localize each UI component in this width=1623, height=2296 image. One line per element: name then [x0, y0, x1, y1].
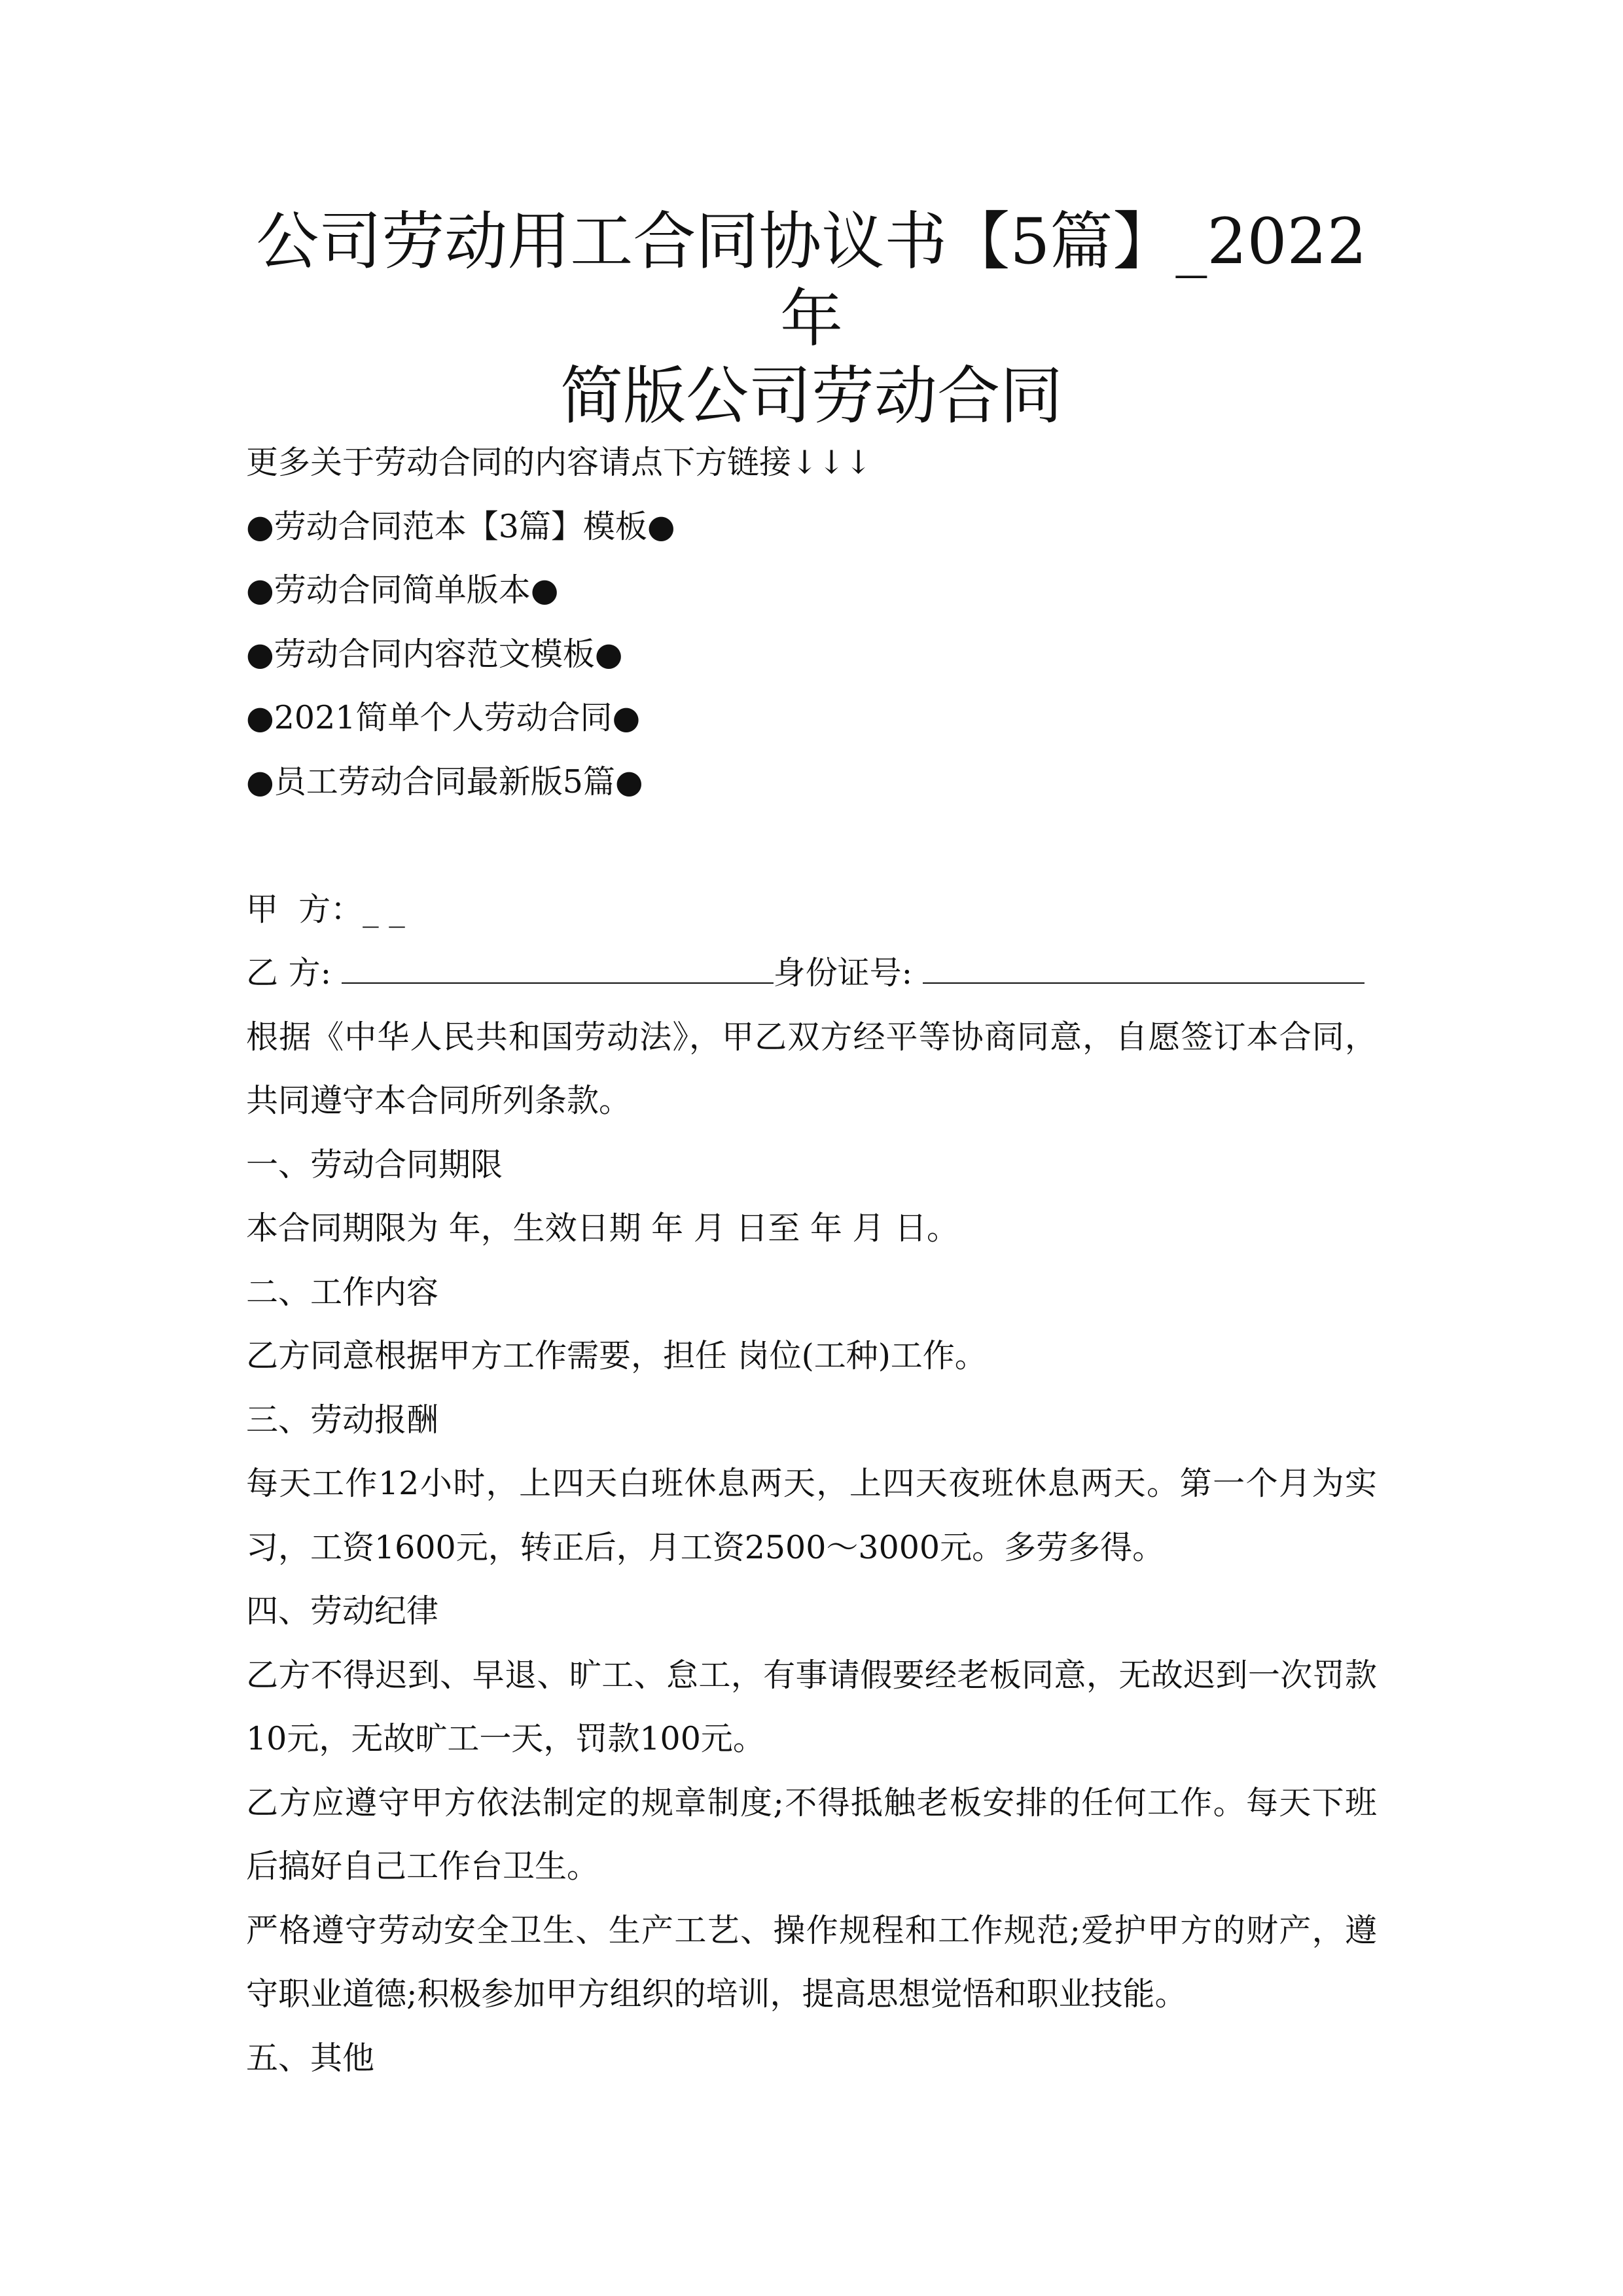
document-body [246, 431, 1377, 2090]
link-contract-content[interactable]: ●劳动合同内容范文模板● [246, 635, 623, 673]
section-heading-4: 四、劳动纪律 [246, 1592, 439, 1630]
title-line-1: 公司劳动用工合同协议书【5篇】_2022年 [256, 205, 1367, 355]
spacer [246, 814, 1377, 878]
link-employee-contract[interactable]: ●员工劳动合同最新版5篇● [246, 762, 643, 800]
party-b-line [246, 941, 1377, 1005]
pay-clause: 每天工作12小时，上四天白班休息两天，上四天夜班休息两天。第一个月为实习，工资1600元，转正后，月工资2500～3000元。多劳多得。 [246, 1465, 1377, 1566]
party-a-line: 甲 方：_ _ [246, 890, 405, 928]
section-heading-5: 五、其他 [246, 2039, 375, 2077]
id-number-blank [923, 956, 1364, 984]
party-b-label: 乙 方: [246, 954, 332, 992]
work-content-clause: 乙方同意根据甲方工作需要，担任 岗位(工种)工作。 [246, 1337, 987, 1374]
section-heading-3: 三、劳动报酬 [246, 1401, 439, 1439]
discipline-clause-2: 乙方应遵守甲方依法制定的规章制度;不得抵触老板安排的任何工作。每天下班后搞好自己工作台卫生。 [246, 1784, 1377, 1885]
link-contract-template[interactable]: ●劳动合同范本【3篇】模板● [246, 507, 675, 545]
discipline-clause-3: 严格遵守劳动安全卫生、生产工艺、操作规程和工作规范;爱护甲方的财产，遵守职业道德;积极参加甲方组织的培训，提高思想觉悟和职业技能。 [246, 1911, 1377, 2013]
title-line-2: 简版公司劳动合同 [560, 359, 1063, 433]
link-simple-contract[interactable]: ●劳动合同简单版本● [246, 571, 559, 609]
party-b-blank [342, 956, 774, 984]
discipline-clause-1: 乙方不得迟到、早退、旷工、怠工，有事请假要经老板同意，无故迟到一次罚款10元，无故旷工一天，罚款100元。 [246, 1656, 1377, 1757]
preamble: 根据《中华人民共和国劳动法》，甲乙双方经平等协商同意，自愿签订本合同，共同遵守本合同所列条款。 [246, 1018, 1377, 1119]
link-2021-personal-contract[interactable]: ●2021简单个人劳动合同● [246, 699, 641, 736]
id-number-label: 身份证号: [773, 954, 913, 992]
term-clause: 本合同期限为 年，生效日期 年 月 日至 年 月 日。 [246, 1210, 959, 1247]
section-heading-2: 二、工作内容 [246, 1273, 439, 1311]
section-heading-1: 一、劳动合同期限 [246, 1145, 503, 1183]
document-title [246, 203, 1377, 435]
intro-text: 更多关于劳动合同的内容请点下方链接↓↓↓ [246, 444, 872, 481]
